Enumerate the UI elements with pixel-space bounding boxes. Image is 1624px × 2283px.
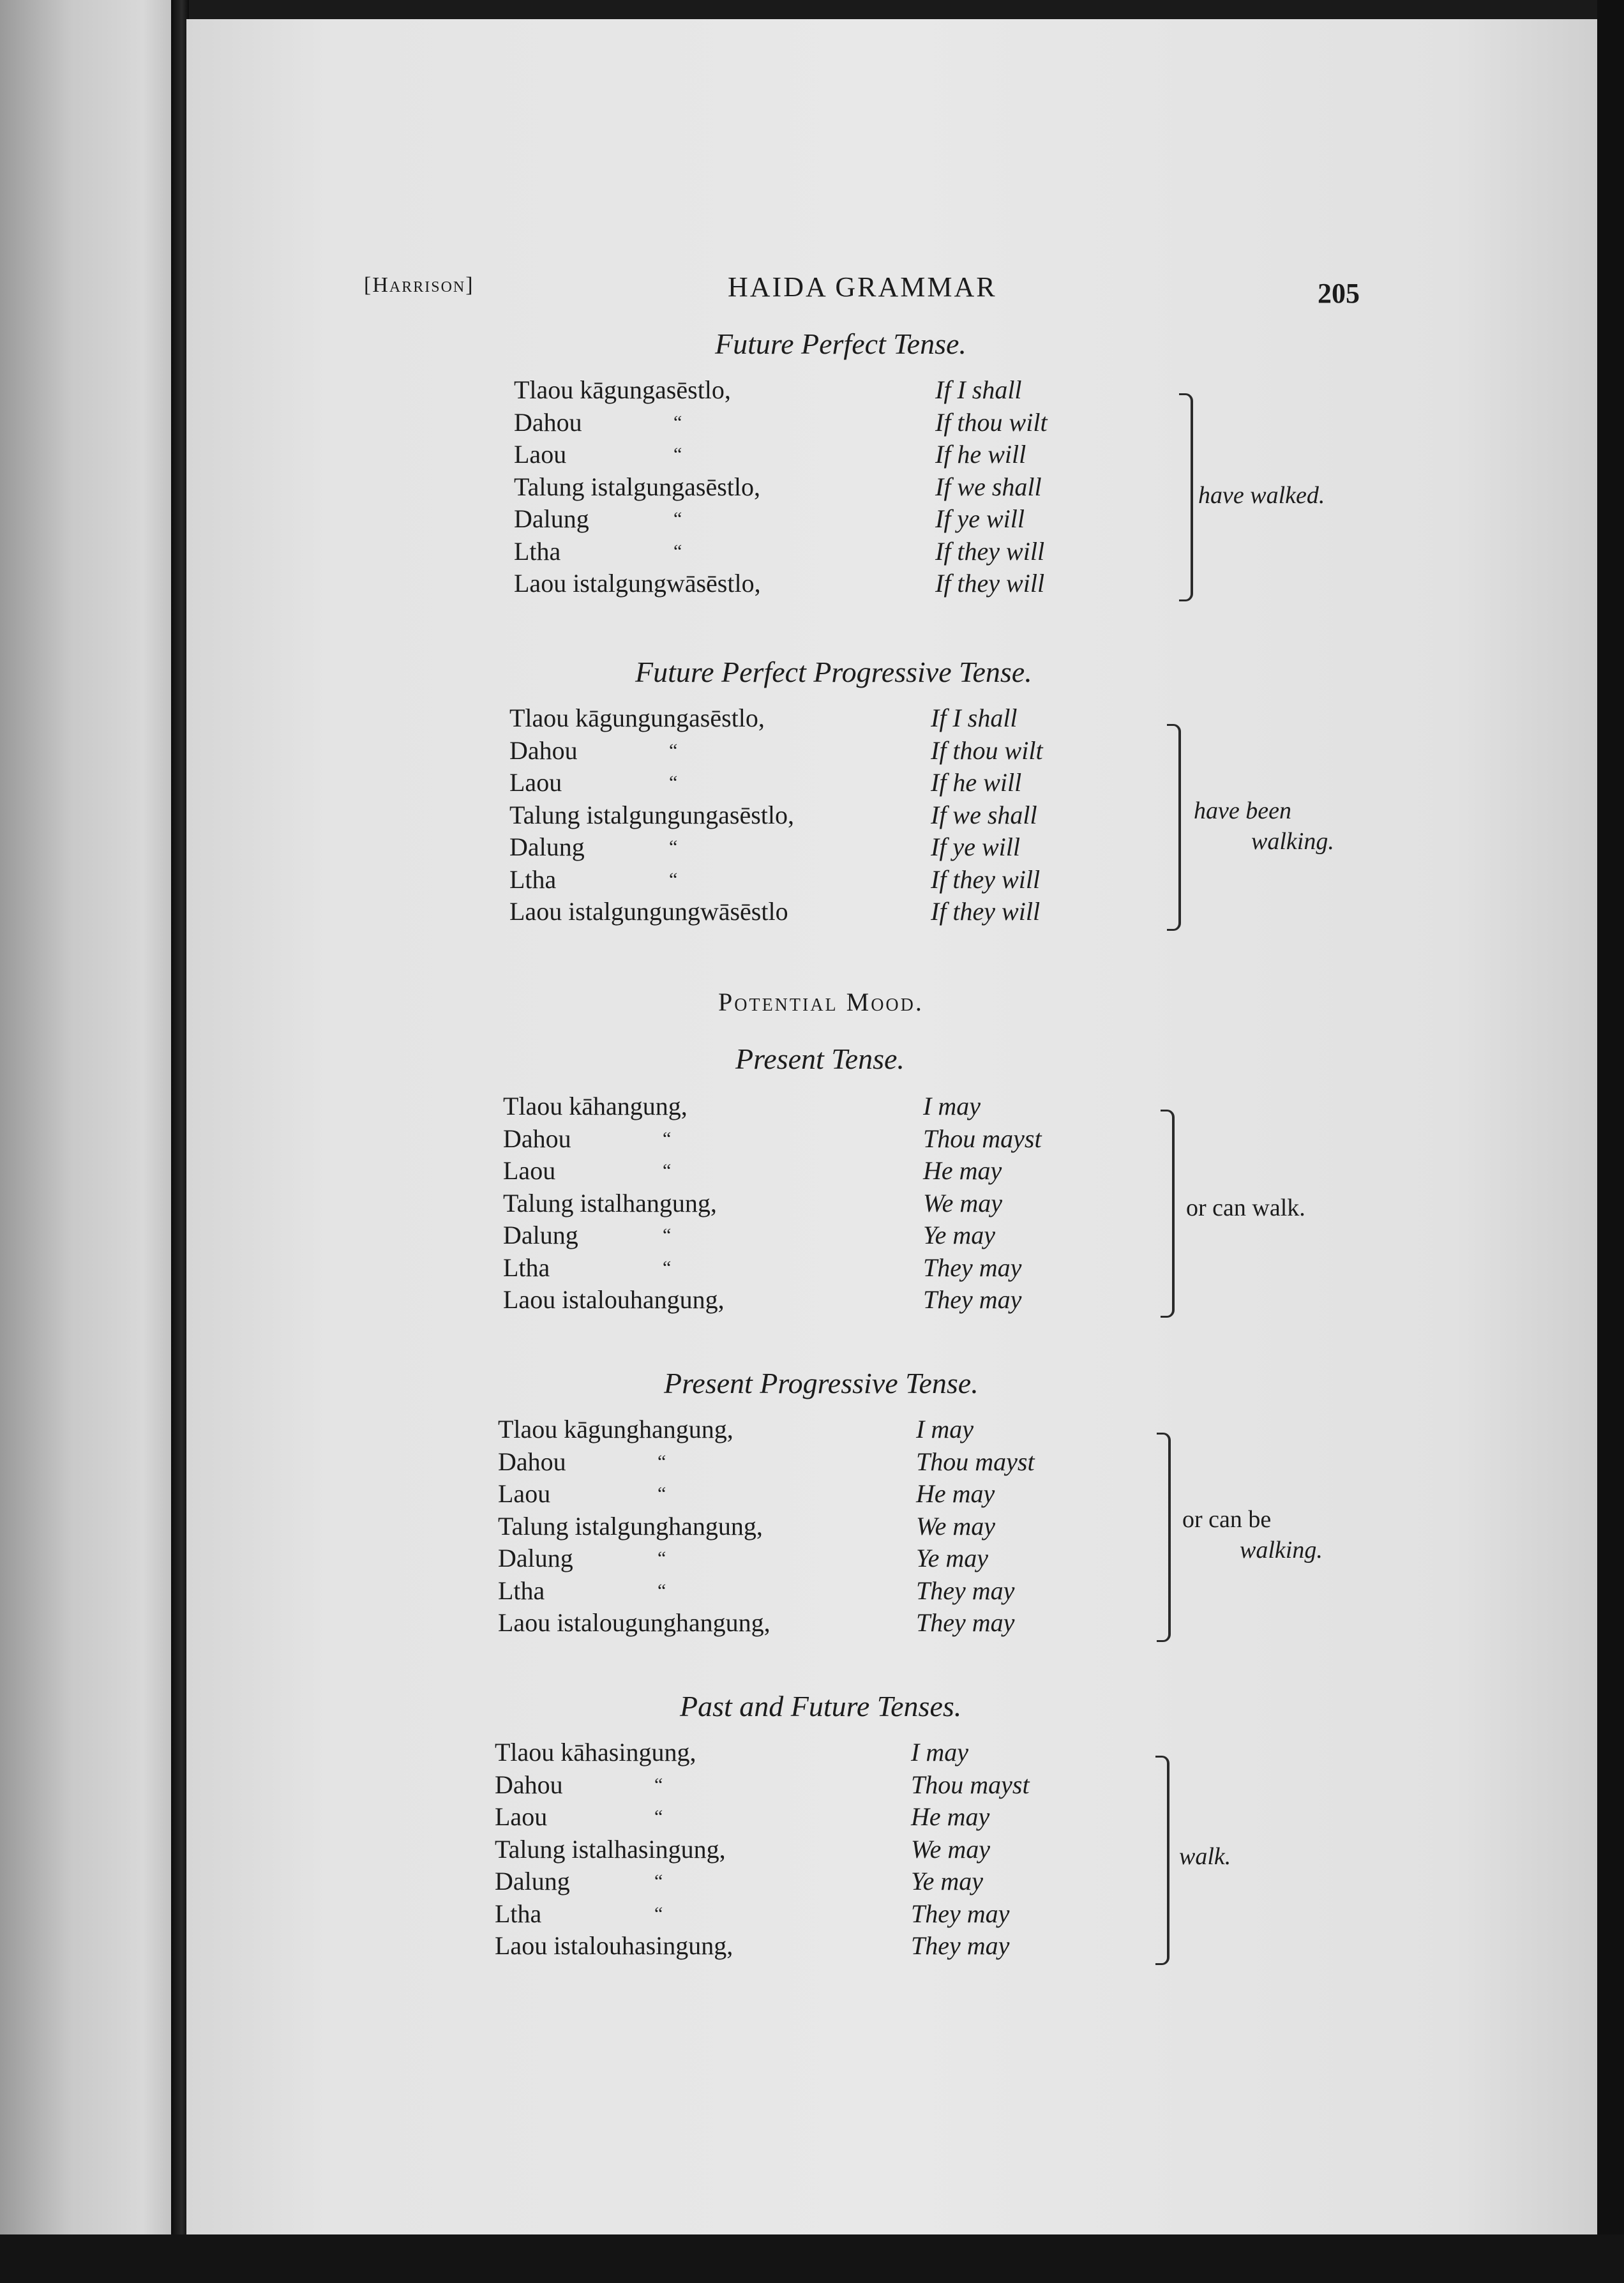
conjugation-row xyxy=(498,1575,1392,1608)
conjugation-row xyxy=(498,1446,1392,1479)
facing-page-edge xyxy=(0,0,179,2283)
haida-form: Dalung xyxy=(495,1867,570,1895)
translation-note-continued: walking. xyxy=(1240,1537,1323,1563)
scan-border-right xyxy=(1597,0,1624,2283)
mood-title: Potential Mood. xyxy=(718,988,924,1016)
conjugation-row xyxy=(514,374,1408,407)
conjugation-row xyxy=(498,1607,1392,1639)
brace xyxy=(1167,724,1181,931)
haida-form: Tlaou kāgungasēstlo, xyxy=(514,375,731,404)
section-title: Future Perfect Tense. xyxy=(715,328,966,360)
haida-form: Dahou xyxy=(498,1447,566,1476)
section-title: Present Tense. xyxy=(735,1043,905,1075)
conjugation-row xyxy=(503,1252,1397,1285)
ditto-mark: “ xyxy=(669,836,678,857)
section-title: Future Perfect Progressive Tense. xyxy=(635,656,1032,688)
running-head-author: [Harrison] xyxy=(364,273,474,297)
translation-note: or can walk. xyxy=(1186,1194,1305,1221)
ditto-mark: “ xyxy=(663,1160,672,1181)
translation-note: have been xyxy=(1194,797,1291,824)
haida-form: Dalung xyxy=(514,504,589,533)
haida-form: Tlaou kāgungungasēstlo, xyxy=(509,704,765,732)
translation-note: have walked. xyxy=(1198,482,1325,509)
ditto-mark: “ xyxy=(658,1548,666,1569)
english-gloss: If he will xyxy=(931,768,1022,797)
conjugation-block xyxy=(509,702,1403,928)
english-gloss: We may xyxy=(923,1188,1003,1217)
english-gloss: We may xyxy=(916,1511,996,1541)
conjugation-block xyxy=(498,1413,1392,1639)
english-gloss: They may xyxy=(923,1253,1022,1282)
haida-form: Tlaou kāhasingung, xyxy=(495,1738,696,1767)
translation-note: walk. xyxy=(1179,1843,1231,1870)
english-gloss: If ye will xyxy=(931,833,1020,861)
english-gloss: Ye may xyxy=(923,1221,995,1249)
english-gloss: They may xyxy=(911,1931,1010,1960)
english-gloss: Ye may xyxy=(911,1867,983,1895)
english-gloss: They may xyxy=(916,1576,1015,1605)
english-gloss: Ye may xyxy=(916,1544,988,1572)
english-gloss: If we shall xyxy=(931,800,1037,829)
conjugation-row xyxy=(509,735,1403,767)
haida-form: Laou xyxy=(514,440,567,469)
haida-form: Ltha xyxy=(503,1253,550,1282)
english-gloss: If thou wilt xyxy=(931,735,1043,765)
ditto-mark: “ xyxy=(669,739,678,761)
haida-form: Talung istalhangung, xyxy=(503,1188,717,1217)
haida-form: Talung istalhasingung, xyxy=(495,1834,726,1864)
english-gloss: If ye will xyxy=(935,504,1025,533)
english-gloss: Thou mayst xyxy=(916,1447,1035,1476)
english-gloss: I may xyxy=(923,1092,981,1120)
english-gloss: If they will xyxy=(931,897,1041,926)
english-gloss: If they will xyxy=(935,569,1045,598)
conjugation-block xyxy=(495,1737,1388,1963)
page-number: 205 xyxy=(1318,278,1360,309)
conjugation-block xyxy=(503,1090,1397,1316)
haida-form: Tlaou kāgunghangung, xyxy=(498,1415,733,1443)
ditto-mark: “ xyxy=(663,1256,672,1278)
haida-form: Dahou xyxy=(503,1124,571,1153)
english-gloss: If he will xyxy=(935,440,1026,469)
conjugation-row xyxy=(498,1413,1392,1446)
english-gloss: They may xyxy=(911,1899,1010,1928)
translation-note: or can be xyxy=(1182,1506,1272,1533)
section-title: Present Progressive Tense. xyxy=(664,1367,979,1399)
conjugation-row xyxy=(514,407,1408,439)
ditto-mark: “ xyxy=(658,1483,666,1504)
ditto-mark: “ xyxy=(654,1902,663,1924)
conjugation-row xyxy=(514,568,1408,600)
running-header xyxy=(364,268,1360,313)
conjugation-row xyxy=(503,1090,1397,1123)
haida-form: Ltha xyxy=(509,864,557,894)
ditto-mark: “ xyxy=(673,411,682,433)
ditto-mark: “ xyxy=(654,1806,663,1827)
brace xyxy=(1155,1756,1169,1965)
conjugation-row xyxy=(495,1834,1388,1866)
conjugation-row xyxy=(503,1219,1397,1252)
conjugation-row xyxy=(495,1769,1388,1802)
english-gloss: Thou mayst xyxy=(923,1124,1042,1153)
conjugation-row xyxy=(495,1930,1388,1963)
english-gloss: If I shall xyxy=(931,704,1018,732)
conjugation-row xyxy=(509,896,1403,928)
conjugation-row xyxy=(514,536,1408,568)
english-gloss: He may xyxy=(923,1156,1002,1185)
english-gloss: They may xyxy=(916,1608,1015,1637)
brace xyxy=(1179,393,1193,601)
scan-border-bottom xyxy=(0,2234,1624,2283)
conjugation-row xyxy=(495,1737,1388,1769)
ditto-mark: “ xyxy=(658,1579,666,1601)
haida-form: Tlaou kāhangung, xyxy=(503,1092,688,1120)
haida-form: Laou xyxy=(503,1156,556,1185)
haida-form: Laou xyxy=(498,1479,551,1508)
brace xyxy=(1161,1110,1175,1318)
english-gloss: I may xyxy=(911,1738,968,1767)
ditto-mark: “ xyxy=(654,1774,663,1795)
conjugation-block xyxy=(514,374,1408,600)
conjugation-row xyxy=(503,1123,1397,1156)
haida-form: Laou istalougunghangung, xyxy=(498,1608,771,1637)
haida-form: Ltha xyxy=(498,1576,545,1605)
haida-form: Talung istalgunghangung, xyxy=(498,1511,763,1541)
english-gloss: If I shall xyxy=(935,375,1022,404)
haida-form: Dahou xyxy=(495,1770,563,1799)
brace xyxy=(1157,1433,1171,1642)
ditto-mark: “ xyxy=(654,1871,663,1892)
english-gloss: If we shall xyxy=(935,472,1042,501)
haida-form: Dalung xyxy=(498,1544,573,1572)
english-gloss: He may xyxy=(911,1802,990,1831)
ditto-mark: “ xyxy=(658,1450,666,1472)
conjugation-row xyxy=(503,1284,1397,1316)
conjugation-row xyxy=(514,439,1408,471)
haida-form: Laou xyxy=(495,1802,548,1831)
conjugation-row xyxy=(495,1801,1388,1834)
haida-form: Talung istalgungasēstlo, xyxy=(514,472,761,501)
haida-form: Laou istalgungwāsēstlo, xyxy=(514,569,761,598)
ditto-mark: “ xyxy=(673,444,682,465)
conjugation-row xyxy=(509,864,1403,896)
haida-form: Laou istalouhangung, xyxy=(503,1285,725,1314)
ditto-mark: “ xyxy=(669,868,678,890)
translation-note-continued: walking. xyxy=(1251,828,1334,855)
ditto-mark: “ xyxy=(673,540,682,562)
haida-form: Dahou xyxy=(514,407,582,437)
english-gloss: We may xyxy=(911,1834,991,1864)
haida-form: Ltha xyxy=(495,1899,542,1928)
haida-form: Dahou xyxy=(509,735,578,765)
conjugation-row xyxy=(503,1155,1397,1187)
conjugation-row xyxy=(509,767,1403,799)
english-gloss: Thou mayst xyxy=(911,1770,1030,1799)
ditto-mark: “ xyxy=(669,772,678,793)
ditto-mark: “ xyxy=(673,508,682,529)
english-gloss: I may xyxy=(916,1415,974,1443)
haida-form: Dalung xyxy=(503,1221,578,1249)
english-gloss: If thou wilt xyxy=(935,407,1048,437)
english-gloss: He may xyxy=(916,1479,995,1508)
haida-form: Talung istalgungungasēstlo, xyxy=(509,800,795,829)
english-gloss: If they will xyxy=(931,864,1041,894)
section-title: Past and Future Tenses. xyxy=(680,1690,962,1722)
haida-form: Laou istalgungungwāsēstlo xyxy=(509,897,788,926)
english-gloss: They may xyxy=(923,1285,1022,1314)
ditto-mark: “ xyxy=(663,1127,672,1149)
haida-form: Laou istalouhasingung, xyxy=(495,1931,733,1960)
conjugation-row xyxy=(495,1865,1388,1898)
english-gloss: If they will xyxy=(935,536,1045,566)
ditto-mark: “ xyxy=(663,1224,672,1246)
haida-form: Dalung xyxy=(509,833,585,861)
running-head-title: HAIDA GRAMMAR xyxy=(728,271,997,303)
haida-form: Laou xyxy=(509,768,562,797)
haida-form: Ltha xyxy=(514,536,561,566)
conjugation-row xyxy=(495,1898,1388,1931)
conjugation-row xyxy=(509,702,1403,735)
